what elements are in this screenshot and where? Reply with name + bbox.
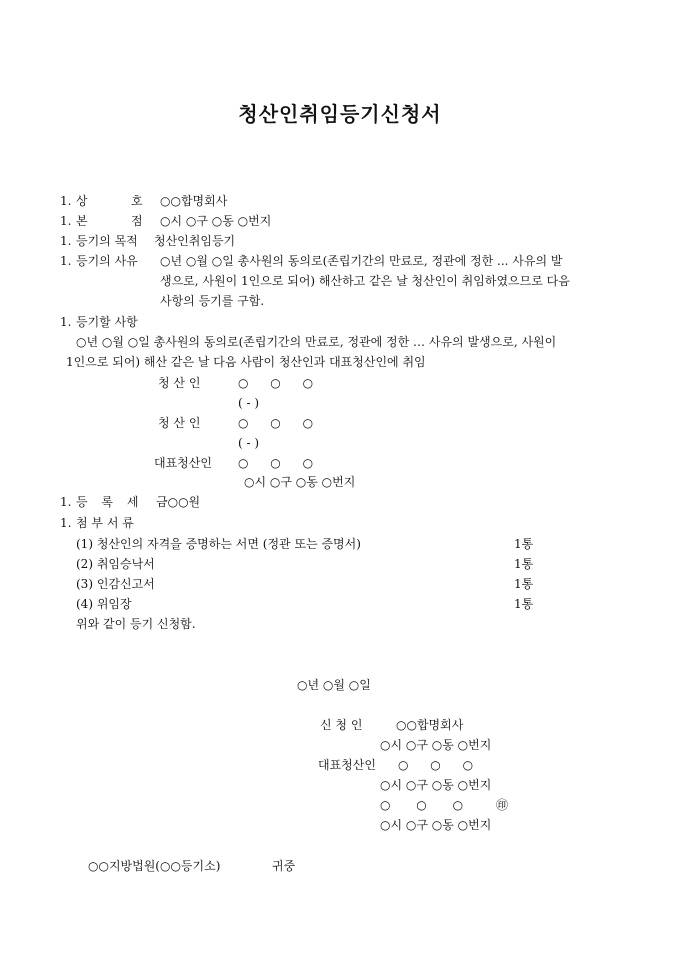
attachment-3-count: 1통 (514, 577, 534, 591)
purpose-bullet: 1. (60, 234, 72, 248)
applicant-label: 신 청 인 (320, 718, 363, 732)
person-3-name: ○ ○ ○ (238, 456, 314, 470)
office-label-1: 본 (76, 214, 88, 228)
person-2-name: ○ ○ ○ (238, 416, 314, 430)
purpose-value: 청산인취임등기 (154, 234, 236, 248)
agent-address: ○시 ○구 ○동 ○번지 (380, 818, 492, 832)
attachment-3-text: (3) 인감신고서 (76, 577, 155, 591)
office-label-2: 점 (131, 214, 143, 228)
representative-address: ○시 ○구 ○동 ○번지 (380, 778, 492, 792)
seal-mark: ㊞ (496, 798, 509, 812)
person-1-name: ○ ○ ○ (238, 376, 314, 390)
tax-value: 금○○원 (156, 495, 201, 509)
person-2-role: 청 산 인 (158, 416, 201, 430)
person-3-role: 대표청산인 (154, 456, 212, 470)
closing-statement: 위와 같이 등기 신청함. (76, 617, 196, 631)
attachment-4-text: (4) 위임장 (76, 597, 132, 611)
person-1-id: ( - ) (238, 396, 260, 410)
office-value: ○시 ○구 ○동 ○번지 (160, 214, 272, 228)
reason-label: 등기의 사유 (76, 254, 138, 268)
company-label-1: 상 (76, 194, 88, 208)
person-1-role: 청 산 인 (158, 376, 201, 390)
attachments-bullet: 1. (60, 516, 72, 530)
office-bullet: 1. (60, 214, 72, 228)
matters-label: 등기할 사항 (76, 315, 138, 329)
attachment-4-count: 1통 (514, 597, 534, 611)
application-date: ○년 ○월 ○일 (297, 678, 371, 692)
document-title: 청산인취임등기신청서 (238, 102, 442, 126)
purpose-label: 등기의 목적 (76, 234, 138, 248)
person-3-address: ○시 ○구 ○동 ○번지 (244, 475, 356, 489)
court-name: ○○지방법원(○○등기소) (88, 859, 221, 873)
attachment-2-text: (2) 취임승낙서 (76, 557, 155, 571)
attachment-1-count: 1통 (514, 537, 534, 551)
person-2-id: ( - ) (238, 436, 260, 450)
court-suffix: 귀중 (272, 859, 296, 873)
company-bullet: 1. (60, 194, 72, 208)
company-label-2: 호 (131, 194, 143, 208)
tax-bullet: 1. (60, 495, 72, 509)
company-value: ○○합명회사 (160, 194, 228, 208)
attachment-2-count: 1통 (514, 557, 534, 571)
agent-name: ○ ○ ○ (380, 798, 464, 812)
matters-bullet: 1. (60, 315, 72, 329)
reason-line-3: 사항의 등기를 구함. (160, 294, 265, 308)
tax-label: 등 록 세 (76, 495, 139, 509)
attachments-label: 첨 부 서 류 (76, 516, 134, 530)
applicant-address: ○시 ○구 ○동 ○번지 (380, 738, 492, 752)
representative-label: 대표청산인 (318, 758, 376, 772)
matters-line-2: 1인으로 되어) 해산 같은 날 다음 사람이 청산인과 대표청산인에 취임 (66, 355, 426, 369)
reason-bullet: 1. (60, 254, 72, 268)
attachment-1-text: (1) 청산인의 자격을 증명하는 서면 (정관 또는 증명서) (76, 537, 361, 551)
reason-line-2: 생으로, 사원이 1인으로 되어) 해산하고 같은 날 청산인이 취임하였으므로 다음 (160, 274, 570, 288)
matters-line-1: ○년 ○월 ○일 총사원의 동의로(존립기간의 만료로, 정관에 정한 … 사유의 발생으로, 사원이 (76, 335, 557, 349)
applicant-name: ○○합명회사 (396, 718, 464, 732)
representative-name: ○ ○ ○ (398, 758, 474, 772)
reason-line-1: ○년 ○월 ○일 총사원의 동의로(존립기간의 만료로, 정관에 정한 ... 사유의 발 (160, 254, 563, 268)
